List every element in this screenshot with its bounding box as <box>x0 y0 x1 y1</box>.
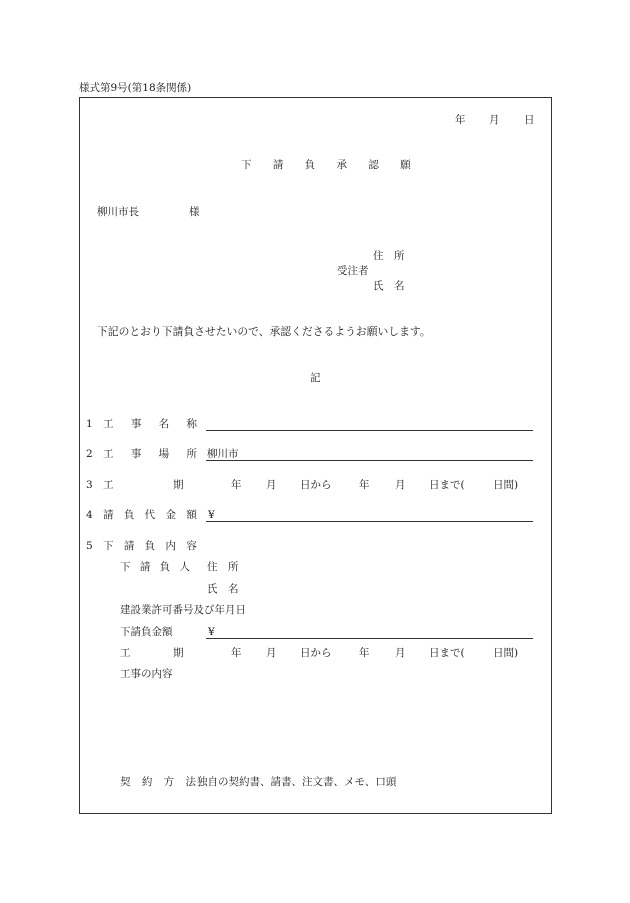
item5-number: 5 <box>86 540 93 552</box>
form-title: 下 請 負 承 認 願 <box>241 159 420 171</box>
item3-days: 日間) <box>493 479 519 491</box>
contract-method-value: 独自の契約書、請書、注文書、メモ、口頭 <box>197 776 397 788</box>
subcontract-year: 年 <box>231 647 242 659</box>
subcontract-period-left: 工 <box>120 647 131 659</box>
date-day-label: 日 <box>524 114 535 126</box>
item1-label: 工 事 名 称 <box>103 418 205 430</box>
item5-label: 下 請 負 内 容 <box>103 540 201 552</box>
item1-underline <box>206 430 533 431</box>
ki-heading: 記 <box>310 372 321 384</box>
subcontractor-name-label: 氏 名 <box>207 583 239 595</box>
subcontract-amount-label: 下請負金額 <box>120 626 173 638</box>
date-year-label: 年 <box>455 114 466 126</box>
item3-day-until: 日まで( <box>429 479 465 491</box>
subcontract-year2: 年 <box>359 647 370 659</box>
form-number-label: 様式第9号(第18条関係) <box>79 82 192 94</box>
item3-month: 月 <box>266 479 277 491</box>
item4-underline <box>206 521 533 522</box>
subcontract-days: 日間) <box>493 647 519 659</box>
applicant-role-label: 受注者 <box>337 265 369 277</box>
addressee-name: 柳川市長 <box>97 206 139 218</box>
item2-value: 柳川市 <box>207 448 239 460</box>
item3-label-left: 工 <box>103 479 114 491</box>
item2-label: 工 事 場 所 <box>103 448 205 460</box>
item3-number: 3 <box>86 479 93 491</box>
item2-number: 2 <box>86 448 93 460</box>
item3-day-from: 日から <box>300 479 332 491</box>
subcontract-amount-underline <box>206 638 533 639</box>
subcontract-month2: 月 <box>395 647 406 659</box>
item3-month2: 月 <box>395 479 406 491</box>
subcontractor-address-label: 住 所 <box>207 561 239 573</box>
contract-method-label: 契 約 方 法 <box>120 776 201 788</box>
applicant-address-label: 住 所 <box>373 250 405 262</box>
applicant-name-label: 氏 名 <box>373 280 405 292</box>
item4-label: 請 負 代 金 額 <box>103 509 201 521</box>
subcontract-day-until: 日まで( <box>429 647 465 659</box>
subcontract-day-from: 日から <box>300 647 332 659</box>
item1-number: 1 <box>86 418 93 430</box>
item3-year2: 年 <box>359 479 370 491</box>
date-month-label: 月 <box>489 114 500 126</box>
request-text: 下記のとおり下請負させたいので、承認くださるようお願いします。 <box>97 325 431 338</box>
work-content-label: 工事の内容 <box>120 668 173 680</box>
item4-number: 4 <box>86 509 93 521</box>
subcontract-month: 月 <box>266 647 277 659</box>
item3-label-right: 期 <box>173 479 184 491</box>
addressee-honorific: 様 <box>189 206 200 218</box>
license-label: 建設業許可番号及び年月日 <box>120 604 246 616</box>
subcontract-amount-currency: ¥ <box>208 626 215 638</box>
item4-currency: ¥ <box>208 509 215 521</box>
subcontract-period-right: 期 <box>173 647 184 659</box>
item2-underline <box>206 460 533 461</box>
subcontractor-label: 下 請 負 人 <box>120 561 194 573</box>
item3-year: 年 <box>231 479 242 491</box>
